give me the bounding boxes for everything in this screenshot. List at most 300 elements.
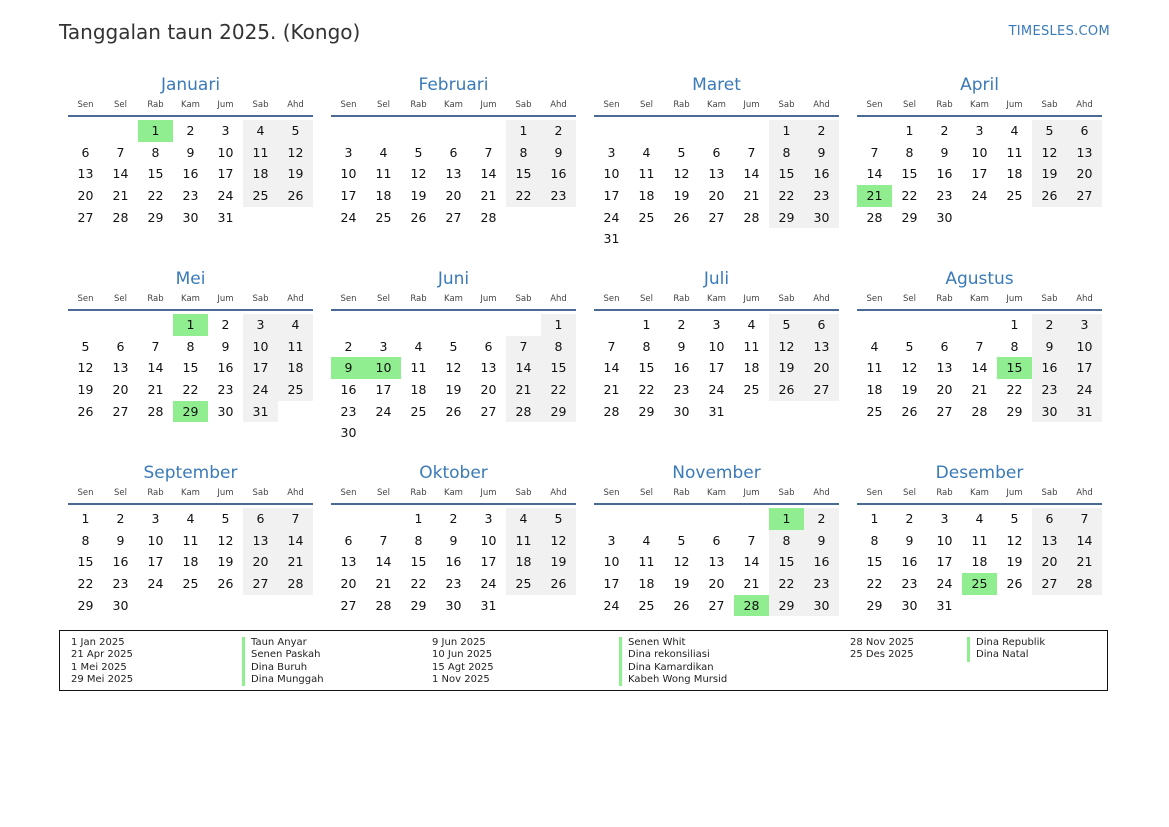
day-cell: 23 — [182, 188, 199, 204]
day-cell: 2 — [344, 338, 353, 354]
day-cell: 20 — [77, 188, 94, 204]
month-april — [857, 74, 1102, 268]
weekday-label: Ahd — [287, 488, 304, 498]
day-cell: 17 — [1067, 357, 1102, 379]
day-blank — [68, 120, 103, 142]
holiday-day-cell: 1 — [769, 508, 804, 530]
holiday-day-cell: 21 — [857, 185, 892, 207]
day-cell: 4 — [379, 144, 388, 160]
day-cell: 21 — [603, 382, 620, 398]
day-cell: 28 — [480, 209, 497, 225]
weekday-header — [594, 96, 839, 117]
day-cell: 14 — [1067, 530, 1102, 552]
day-cell: 7 — [379, 532, 388, 548]
day-cell: 13 — [340, 554, 357, 570]
day-cell: 11 — [506, 530, 541, 552]
day-cell: 24 — [936, 576, 953, 592]
day-cell: 15 — [77, 554, 94, 570]
day-cell: 11 — [182, 532, 199, 548]
day-cell: 2 — [116, 511, 125, 526]
weekday-header — [594, 484, 839, 505]
weekday-label: Ahd — [813, 294, 830, 304]
month-mei — [68, 268, 313, 462]
day-cell: 20 — [445, 188, 462, 204]
weekday-label: Sel — [903, 100, 916, 110]
weekday-label: Ahd — [287, 100, 304, 110]
day-cell: 29 — [77, 597, 94, 613]
day-cell: 2 — [541, 120, 576, 142]
weekday-label: Sab — [1041, 294, 1058, 304]
day-cell: 2 — [940, 123, 949, 138]
weekday-label: Sel — [640, 100, 653, 110]
holiday-day-cell: 1 — [138, 120, 173, 142]
day-cell: 25 — [278, 379, 313, 401]
day-cell: 13 — [1032, 530, 1067, 552]
legend-holiday-date: 10 Jun 2025 — [432, 649, 493, 661]
day-cell: 9 — [541, 142, 576, 164]
day-cell: 17 — [217, 166, 234, 182]
day-cell: 8 — [769, 530, 804, 552]
day-cell: 17 — [480, 554, 497, 570]
legend-holiday-date: 9 Jun 2025 — [432, 637, 486, 648]
day-cell: 6 — [243, 508, 278, 530]
day-cell: 8 — [81, 532, 90, 548]
legend-col1-names — [242, 637, 324, 686]
weekday-label: Jum — [1006, 294, 1023, 304]
day-cell: 7 — [747, 144, 756, 160]
day-cell: 17 — [603, 188, 620, 204]
day-cell: 24 — [340, 209, 357, 225]
day-cell: 28 — [971, 403, 988, 419]
month-name: Agustus — [945, 269, 1014, 289]
day-cell: 9 — [1032, 336, 1067, 358]
day-cell: 29 — [410, 597, 427, 613]
day-cell: 9 — [116, 532, 125, 548]
day-cell: 16 — [901, 554, 918, 570]
day-cell: 29 — [1006, 403, 1023, 419]
legend-holiday-date: 1 Nov 2025 — [432, 673, 490, 685]
weekday-label: Sel — [377, 100, 390, 110]
weekday-header — [857, 290, 1102, 311]
day-cell: 5 — [414, 144, 423, 160]
day-blank — [629, 120, 664, 142]
day-cell: 1 — [1010, 317, 1019, 332]
day-grid — [594, 120, 839, 250]
day-cell: 23 — [936, 188, 953, 204]
day-cell: 18 — [278, 357, 313, 379]
weekday-label: Jum — [1006, 100, 1023, 110]
weekday-label: Ahd — [1076, 488, 1093, 498]
day-cell: 24 — [603, 209, 620, 225]
day-cell: 30 — [112, 597, 129, 613]
day-blank — [927, 314, 962, 336]
day-cell: 8 — [905, 144, 914, 160]
day-cell: 25 — [182, 576, 199, 592]
day-cell: 19 — [410, 188, 427, 204]
day-cell: 19 — [217, 554, 234, 570]
day-cell: 19 — [77, 382, 94, 398]
day-blank — [331, 314, 366, 336]
day-cell: 15 — [410, 554, 427, 570]
day-cell: 2 — [1032, 314, 1067, 336]
day-cell: 1 — [870, 511, 879, 526]
day-cell: 3 — [344, 144, 353, 160]
day-cell: 30 — [804, 207, 839, 229]
day-cell: 20 — [804, 357, 839, 379]
weekday-label: Kam — [181, 100, 200, 110]
day-cell: 29 — [541, 401, 576, 423]
day-cell: 19 — [541, 551, 576, 573]
day-cell: 3 — [484, 511, 493, 526]
day-cell: 23 — [340, 403, 357, 419]
day-cell: 6 — [344, 532, 353, 548]
day-cell: 3 — [940, 511, 949, 526]
day-cell: 18 — [638, 188, 655, 204]
day-cell: 14 — [112, 166, 129, 182]
weekday-label: Ahd — [1076, 294, 1093, 304]
day-cell: 7 — [506, 336, 541, 358]
day-cell: 19 — [901, 382, 918, 398]
day-cell: 1 — [769, 120, 804, 142]
day-cell: 18 — [638, 576, 655, 592]
day-cell: 27 — [1032, 573, 1067, 595]
weekday-label: Jum — [217, 294, 234, 304]
day-blank — [857, 314, 892, 336]
day-cell: 27 — [708, 597, 725, 613]
day-cell: 4 — [1010, 123, 1019, 138]
day-cell: 14 — [480, 166, 497, 182]
day-cell: 19 — [278, 163, 313, 185]
day-cell: 18 — [506, 551, 541, 573]
day-cell: 6 — [712, 144, 721, 160]
day-cell: 8 — [541, 336, 576, 358]
day-cell: 22 — [901, 188, 918, 204]
day-cell: 21 — [112, 188, 129, 204]
day-blank — [68, 314, 103, 336]
day-cell: 21 — [375, 576, 392, 592]
day-cell: 8 — [186, 338, 195, 354]
day-cell: 11 — [743, 338, 760, 354]
day-cell: 30 — [901, 597, 918, 613]
day-cell: 19 — [1032, 163, 1067, 185]
weekday-label: Ahd — [287, 294, 304, 304]
day-cell: 16 — [936, 166, 953, 182]
day-cell: 30 — [1032, 401, 1067, 423]
day-cell: 15 — [541, 357, 576, 379]
holiday-day-cell: 29 — [173, 401, 208, 423]
weekday-label: Kam — [444, 100, 463, 110]
day-blank — [699, 120, 734, 142]
day-cell: 10 — [1067, 336, 1102, 358]
legend-col3-dates — [850, 637, 914, 662]
day-cell: 29 — [769, 595, 804, 617]
month-desember — [857, 462, 1102, 656]
weekday-label: Kam — [444, 294, 463, 304]
day-cell: 16 — [182, 166, 199, 182]
day-cell: 17 — [243, 357, 278, 379]
legend-holiday-name: Senen Whit — [619, 637, 727, 649]
day-cell: 28 — [866, 209, 883, 225]
day-cell: 29 — [866, 597, 883, 613]
weekday-label: Sel — [377, 488, 390, 498]
day-cell: 23 — [1032, 379, 1067, 401]
day-cell: 27 — [77, 209, 94, 225]
weekday-label: Kam — [707, 488, 726, 498]
day-cell: 31 — [243, 401, 278, 423]
day-blank — [857, 120, 892, 142]
day-cell: 10 — [340, 166, 357, 182]
day-grid — [594, 314, 839, 422]
day-cell: 18 — [1006, 166, 1023, 182]
day-cell: 15 — [769, 551, 804, 573]
holiday-day-cell: 9 — [331, 357, 366, 379]
day-cell: 22 — [541, 379, 576, 401]
month-name: Juli — [703, 269, 730, 289]
day-cell: 27 — [936, 403, 953, 419]
day-cell: 6 — [449, 144, 458, 160]
holiday-day-cell: 15 — [997, 357, 1032, 379]
day-cell: 17 — [147, 554, 164, 570]
weekday-label: Sen — [340, 100, 357, 110]
day-cell: 24 — [375, 403, 392, 419]
day-blank — [103, 314, 138, 336]
day-cell: 1 — [905, 123, 914, 138]
weekday-label: Sen — [866, 294, 883, 304]
day-cell: 9 — [449, 532, 458, 548]
day-cell: 23 — [112, 576, 129, 592]
day-cell: 25 — [638, 209, 655, 225]
day-cell: 30 — [445, 597, 462, 613]
day-cell: 18 — [182, 554, 199, 570]
day-cell: 15 — [182, 360, 199, 376]
day-cell: 6 — [712, 532, 721, 548]
day-cell: 13 — [77, 166, 94, 182]
day-cell: 30 — [804, 595, 839, 617]
day-cell: 24 — [708, 382, 725, 398]
weekday-label: Sen — [866, 100, 883, 110]
legend-holiday-name: Dina rekonsiliasi — [619, 649, 727, 661]
day-cell: 18 — [866, 382, 883, 398]
day-cell: 22 — [147, 188, 164, 204]
day-cell: 27 — [804, 379, 839, 401]
day-cell: 27 — [112, 403, 129, 419]
day-cell: 20 — [480, 382, 497, 398]
day-cell: 12 — [1032, 142, 1067, 164]
day-blank — [436, 120, 471, 142]
day-blank — [331, 508, 366, 530]
day-cell: 1 — [414, 511, 423, 526]
day-cell: 27 — [708, 209, 725, 225]
day-cell: 23 — [217, 382, 234, 398]
day-cell: 31 — [480, 597, 497, 613]
weekday-label: Rab — [147, 100, 164, 110]
day-cell: 1 — [81, 511, 90, 526]
day-cell: 12 — [217, 532, 234, 548]
day-blank — [103, 120, 138, 142]
weekday-label: Rab — [410, 488, 427, 498]
day-cell: 20 — [1032, 551, 1067, 573]
day-cell: 9 — [186, 144, 195, 160]
day-cell: 15 — [866, 554, 883, 570]
weekday-label: Jum — [1006, 488, 1023, 498]
day-cell: 28 — [506, 401, 541, 423]
day-cell: 24 — [603, 597, 620, 613]
day-blank — [699, 508, 734, 530]
legend-holiday-date: 1 Mei 2025 — [71, 661, 127, 673]
day-cell: 8 — [506, 142, 541, 164]
day-cell: 3 — [607, 144, 616, 160]
weekday-label: Sab — [252, 100, 269, 110]
holiday-day-cell: 25 — [962, 573, 997, 595]
weekday-label: Jum — [480, 488, 497, 498]
weekday-label: Sab — [515, 488, 532, 498]
day-cell: 24 — [1067, 379, 1102, 401]
day-cell: 30 — [673, 403, 690, 419]
day-cell: 21 — [743, 576, 760, 592]
weekday-label: Rab — [936, 100, 953, 110]
site-link[interactable]: TIMESLES.COM — [1008, 24, 1110, 39]
weekday-label: Rab — [673, 294, 690, 304]
month-juni — [331, 268, 576, 462]
day-cell: 16 — [1032, 357, 1067, 379]
day-cell: 27 — [340, 597, 357, 613]
day-cell: 12 — [541, 530, 576, 552]
day-cell: 17 — [603, 576, 620, 592]
day-cell: 11 — [410, 360, 427, 376]
weekday-label: Ahd — [550, 100, 567, 110]
day-cell: 4 — [975, 511, 984, 526]
day-cell: 17 — [340, 188, 357, 204]
day-cell: 28 — [375, 597, 392, 613]
day-cell: 11 — [971, 532, 988, 548]
weekday-label: Kam — [707, 294, 726, 304]
day-cell: 3 — [712, 317, 721, 332]
month-februari — [331, 74, 576, 268]
day-cell: 3 — [151, 511, 160, 526]
day-cell: 14 — [278, 530, 313, 552]
month-name: Januari — [160, 75, 221, 95]
day-cell: 9 — [804, 530, 839, 552]
day-cell: 12 — [278, 142, 313, 164]
day-grid — [68, 120, 313, 228]
day-cell: 8 — [870, 532, 879, 548]
day-blank — [366, 120, 401, 142]
day-cell: 20 — [708, 188, 725, 204]
weekday-label: Sen — [77, 100, 94, 110]
day-cell: 23 — [445, 576, 462, 592]
day-cell: 19 — [769, 357, 804, 379]
day-cell: 14 — [743, 554, 760, 570]
day-cell: 21 — [971, 382, 988, 398]
day-cell: 16 — [445, 554, 462, 570]
day-cell: 7 — [1067, 508, 1102, 530]
day-cell: 21 — [278, 551, 313, 573]
day-cell: 7 — [975, 338, 984, 354]
day-cell: 25 — [375, 209, 392, 225]
day-cell: 12 — [1006, 532, 1023, 548]
day-cell: 21 — [1067, 551, 1102, 573]
day-cell: 23 — [804, 573, 839, 595]
day-cell: 22 — [410, 576, 427, 592]
day-cell: 5 — [81, 338, 90, 354]
day-blank — [401, 314, 436, 336]
day-cell: 20 — [243, 551, 278, 573]
day-cell: 8 — [1010, 338, 1019, 354]
day-cell: 18 — [375, 188, 392, 204]
day-cell: 14 — [506, 357, 541, 379]
legend-holiday-date: 29 Mei 2025 — [71, 673, 134, 685]
weekday-label: Kam — [970, 488, 989, 498]
day-cell: 5 — [221, 511, 230, 526]
day-cell: 10 — [480, 532, 497, 548]
day-cell: 2 — [804, 120, 839, 142]
day-grid — [857, 314, 1102, 422]
day-cell: 9 — [905, 532, 914, 548]
month-januari — [68, 74, 313, 268]
day-cell: 16 — [804, 551, 839, 573]
weekday-label: Sel — [114, 294, 127, 304]
weekday-label: Sen — [340, 488, 357, 498]
weekday-label: Ahd — [1076, 100, 1093, 110]
day-cell: 5 — [449, 338, 458, 354]
day-cell: 8 — [151, 144, 160, 160]
legend-holiday-date: 15 Agt 2025 — [432, 661, 494, 673]
day-cell: 17 — [375, 382, 392, 398]
day-cell: 12 — [673, 166, 690, 182]
day-cell: 6 — [1032, 508, 1067, 530]
day-cell: 26 — [278, 185, 313, 207]
day-cell: 25 — [410, 403, 427, 419]
day-cell: 25 — [743, 382, 760, 398]
weekday-label: Sab — [778, 294, 795, 304]
day-grid — [857, 508, 1102, 616]
day-blank — [506, 314, 541, 336]
day-cell: 24 — [243, 379, 278, 401]
day-grid — [594, 508, 839, 616]
weekday-label: Sel — [114, 488, 127, 498]
weekday-label: Sab — [515, 100, 532, 110]
weekday-header — [68, 290, 313, 311]
month-name: Juni — [437, 269, 470, 289]
day-cell: 30 — [217, 403, 234, 419]
day-cell: 28 — [278, 573, 313, 595]
day-blank — [594, 314, 629, 336]
day-cell: 5 — [677, 144, 686, 160]
day-cell: 11 — [638, 554, 655, 570]
day-cell: 26 — [673, 209, 690, 225]
day-cell: 17 — [708, 360, 725, 376]
legend-holiday-name: Dina Munggah — [242, 674, 324, 686]
day-cell: 26 — [1032, 185, 1067, 207]
day-cell: 21 — [506, 379, 541, 401]
day-cell: 18 — [243, 163, 278, 185]
weekday-label: Sen — [77, 488, 94, 498]
weekday-label: Jum — [743, 488, 760, 498]
weekday-label: Sab — [252, 488, 269, 498]
day-cell: 26 — [541, 573, 576, 595]
day-cell: 6 — [940, 338, 949, 354]
month-name: Desember — [935, 463, 1024, 483]
month-name: September — [143, 463, 238, 483]
legend-holiday-name: Taun Anyar — [242, 637, 324, 649]
day-cell: 25 — [506, 573, 541, 595]
day-cell: 9 — [804, 142, 839, 164]
day-cell: 26 — [901, 403, 918, 419]
weekday-label: Rab — [147, 294, 164, 304]
day-cell: 26 — [445, 403, 462, 419]
weekday-label: Sel — [640, 294, 653, 304]
day-cell: 19 — [673, 188, 690, 204]
